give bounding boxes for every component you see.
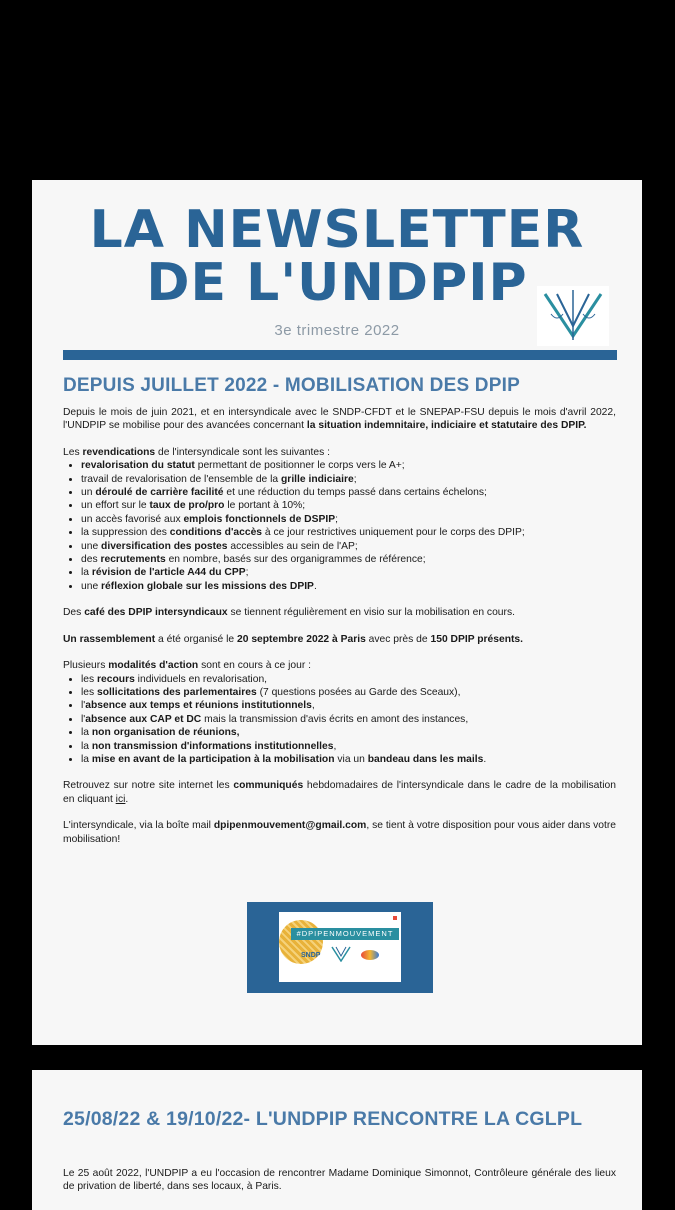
dpipenmouvement-banner bbox=[247, 902, 433, 993]
list-item: • la non transmission d'informations institutionnelles, bbox=[81, 740, 616, 753]
list-item: • la mise en avant de la participation à la mobilisation via un bandeau dans les mails. bbox=[81, 753, 616, 766]
sndp-logo: SNDP bbox=[301, 952, 321, 959]
list-item: • une diversification des postes accessibles au sein de l'AP; bbox=[81, 540, 616, 553]
list-item: • la non organisation de réunions, bbox=[81, 726, 616, 739]
actions-list bbox=[63, 673, 616, 767]
list-item: • l'absence aux CAP et DC mais la transmission d'avis écrits en amont des instances, bbox=[81, 713, 616, 726]
ici-link[interactable]: ici bbox=[115, 793, 126, 805]
intro-paragraph: Depuis le mois de juin 2021, et en intersyndicale avec le SNDP-CFDT et le SNEPAP-FSU depuis le mois d'avril 2022, l'UNDPIP se mobilise pour des avancées concernant la situation indemnitaire, indiciaire et statutaire des DPIP. bbox=[63, 407, 616, 432]
snepap-logo bbox=[361, 950, 379, 960]
claims-lead: Les revendications de l'intersyndicale sont les suivantes : bbox=[63, 446, 330, 458]
section-body bbox=[63, 406, 616, 859]
actions-lead: Plusieurs modalités d'action sont en cours à ce jour : bbox=[63, 660, 311, 672]
list-item: • un déroulé de carrière facilité et une réduction du temps passé dans certains échelons; bbox=[81, 486, 616, 499]
list-item: • la révision de l'article A44 du CPP; bbox=[81, 566, 616, 579]
rally-paragraph: Un rassemblement a été organisé le 20 septembre 2022 à Paris avec près de 150 DPIP présents. bbox=[63, 633, 524, 645]
list-item: • un accès favorisé aux emplois fonctionnels de DSPIP; bbox=[81, 513, 616, 526]
newsletter-page-2 bbox=[32, 1070, 642, 1210]
decorative-dot bbox=[393, 916, 397, 920]
section-title: 25/08/22 & 19/10/22- L'UNDPIP RENCONTRE LA CGLPL bbox=[63, 1108, 583, 1130]
list-item: • travail de revalorisation de l'ensemble de la grille indiciaire; bbox=[81, 473, 616, 486]
newsletter-page bbox=[32, 180, 642, 1045]
site-paragraph: Retrouvez sur notre site internet les communiqués hebdomadaires de l'intersyndicale dans le cadre de la mobilisation en cliquant ici. bbox=[63, 780, 616, 805]
banner-card bbox=[279, 912, 401, 982]
list-item: • des recrutements en nombre, basés sur des organigrammes de référence; bbox=[81, 553, 616, 566]
cafe-paragraph: Des café des DPIP intersyndicaux se tiennent régulièrement en visio sur la mobilisation en cours. bbox=[63, 607, 515, 619]
newsletter-title-line1: LA NEWSLETTER bbox=[89, 200, 585, 260]
undpip-small-logo bbox=[331, 946, 351, 967]
list-item: • revalorisation du statut permettant de positionner le corps vers le A+; bbox=[81, 459, 616, 472]
mail-paragraph: L'intersyndicale, via la boîte mail dpipenmouvement@gmail.com, se tient à votre disposition pour vous aider dans votre mobilisation! bbox=[63, 820, 616, 845]
list-item: • une réflexion globale sur les missions des DPIP. bbox=[81, 580, 616, 593]
list-item: • les sollicitations des parlementaires (7 questions posées au Garde des Sceaux), bbox=[81, 686, 616, 699]
list-item: • les recours individuels en revalorisation, bbox=[81, 673, 616, 686]
section-title: DEPUIS JUILLET 2022 - MOBILISATION DES DPIP bbox=[63, 375, 520, 396]
section-body: Le 25 août 2022, l'UNDPIP a eu l'occasion de rencontrer Madame Dominique Simonnot, Contrôleure générale des lieux de privation de liberté, dans ses locaux, à Paris. bbox=[63, 1168, 616, 1193]
list-item: • la suppression des conditions d'accès à ce jour restrictives uniquement pour le corps des DPIP; bbox=[81, 526, 616, 539]
mail-link[interactable]: dpipenmouvement@gmail.com bbox=[213, 820, 367, 832]
claims-list bbox=[63, 459, 616, 593]
list-item: • l'absence aux temps et réunions institutionnels, bbox=[81, 699, 616, 712]
newsletter-subtitle: 3e trimestre 2022 bbox=[274, 322, 400, 339]
list-item: • un effort sur le taux de pro/pro le portant à 10%; bbox=[81, 499, 616, 512]
hashtag-label: #DPIPENMOUVEMENT bbox=[291, 928, 399, 940]
title-divider bbox=[63, 350, 617, 360]
newsletter-title-line2: DE L'UNDPIP bbox=[146, 253, 528, 313]
